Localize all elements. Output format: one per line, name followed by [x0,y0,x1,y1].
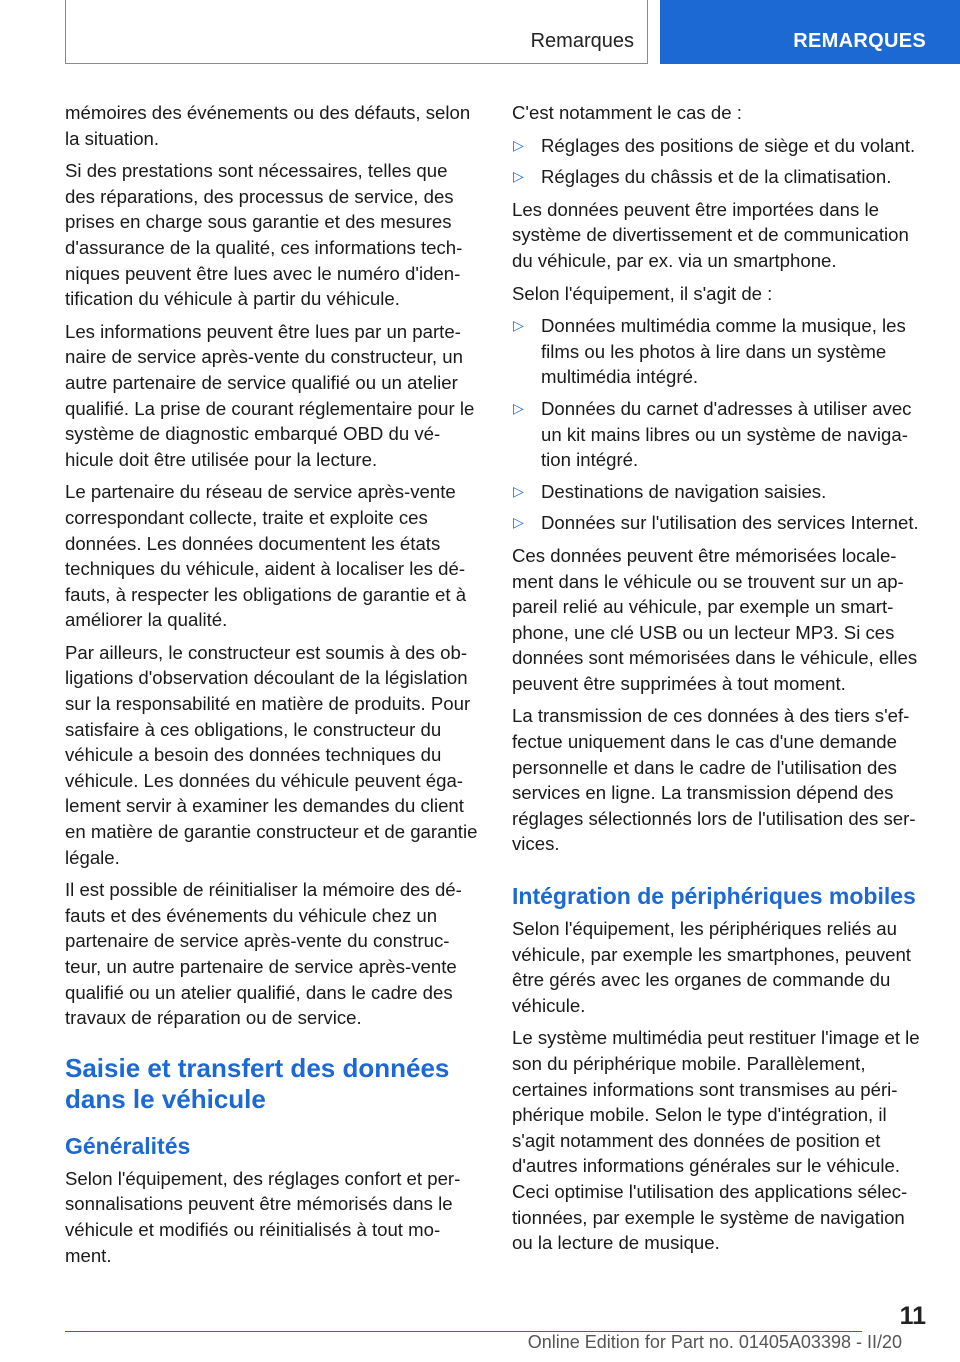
header-section-box [65,0,648,64]
paragraph: Le système multimédia peut restituer l'image et le son du périphérique mobile. Parallèlement, certaines informations sont transmises au périphérique mobile. Selon le type d'intégration, il s'agit notamment des données de position et d'autres informations générales sur le véhicule. Ceci optimise l'utilisation des applications sélectionnées, par exemple le système de navigation ou la lecture de musique. [512,1027,920,1254]
triangle-right-icon: ▷ [513,168,524,185]
triangle-right-icon: ▷ [513,399,524,416]
paragraph: Selon l'équipement, des réglages confort et personnalisations peuvent être mémorisés dans le véhicule et modifiés ou réinitialisés à tout moment. [65,1167,461,1266]
list-item-text: Données sur l'utilisation des services Internet. [541,512,919,534]
paragraph: mémoires des événements ou des défauts, selon la situation. [65,102,471,149]
list-item [512,133,930,159]
subsection-heading: Intégration de périphériques mobiles [512,883,916,910]
triangle-right-icon: ▷ [513,317,524,334]
list-item-text: Réglages des positions de siège et du volant. [541,134,916,156]
paragraph: Si des prestations sont nécessaires, telles que des réparations, des processus de service, des prises en charge sous garantie et des mesures d'assurance de la qualité, ces informations techniques peuvent être lues avec le numéro d'identification du véhicule à partir du véhicule. [65,160,463,310]
list-item-text: Destinations de navigation saisies. [541,480,827,502]
header-chapter-tab [660,0,960,64]
paragraph: Il est possible de réinitialiser la mémoire des défauts et des événements du véhicule chez un partenaire de service après-vente du constructeur, un autre partenaire de service après-vente qualifié ou un atelier qualifié, dans le cadre des travaux de réparation ou de service. [65,879,462,1029]
triangle-right-icon: ▷ [513,514,524,531]
list-item [512,479,930,505]
paragraph: Les informations peuvent être lues par un partenaire de service après-vente du constructeur, un autre partenaire de service qualifié ou un atelier qualifié. La prise de courant réglementaire pour le système de diagnostic embarqué OBD du véhicule doit être utilisée pour la lecture. [65,320,475,470]
header-section-label: Remarques [530,30,634,52]
subsection-heading: Généralités [65,1132,191,1159]
list-item-text: Données du carnet d'adresses à utiliser avec un kit mains libres ou un système de navigation intégré. [541,397,912,471]
header-tab-label: REMARQUES [793,30,926,52]
list-item [512,396,930,473]
section-heading: Saisie et transfert des données dans le véhicule [65,1052,450,1114]
list-item [512,510,930,536]
paragraph: Les données peuvent être importées dans le système de divertissement et de communication du véhicule, par ex. via un smartphone. [512,198,909,271]
bullet-list [512,313,930,536]
list-item-text: Réglages du châssis et de la climatisation. [541,166,892,188]
list-item-text: Données multimédia comme la musique, les films ou les photos à lire dans un système multimédia intégré. [541,315,906,388]
paragraph: Selon l'équipement, il s'agit de : [512,282,773,304]
list-item [512,164,930,190]
paragraph: Ces données peuvent être mémorisées localement dans le véhicule ou se trouvent sur un appareil relié au véhicule, par exemple un smartphone, une clé USB ou un lecteur MP3. Si ces données sont mémorisées dans le véhicule, elles peuvent être supprimées à tout moment. [512,544,918,694]
right-column [512,100,930,1263]
paragraph: C'est notamment le cas de : [512,102,742,123]
paragraph: Le partenaire du réseau de service après-vente correspondant collecte, traite et exploite ces données. Les données documentent les états techniques du véhicule, aident à localiser les défauts, à respecter les obligations de garantie et à améliorer la qualité. [65,481,467,631]
triangle-right-icon: ▷ [513,482,524,499]
list-item [512,313,930,390]
footer-edition-text: Online Edition for Part no. 01405A03398 - II/20 [527,1332,902,1352]
left-column [65,100,478,1275]
page-number: 11 [899,1302,926,1330]
paragraph: Selon l'équipement, les périphériques reliés au véhicule, par exemple les smartphones, peuvent être gérés avec les organes de commande du véhicule. [512,918,911,1016]
paragraph: Par ailleurs, le constructeur est soumis à des obligations d'observation découlant de la législation sur la responsabilité en matière de produits. Pour satisfaire à ces obligations, le constructeur du véhicule a besoin des données techniques du véhicule. Les données du véhicule peuvent également servir à examiner les demandes du client en matière de garantie constructeur et de garantie légale. [65,641,478,868]
bullet-list [512,133,930,190]
triangle-right-icon: ▷ [513,136,524,153]
paragraph: La transmission de ces données à des tiers s'effectue uniquement dans le cas d'une demande personnelle et dans le cadre de l'utilisation des services en ligne. La transmission dépend des réglages sélectionnés lors de l'utilisation des services. [512,705,916,855]
